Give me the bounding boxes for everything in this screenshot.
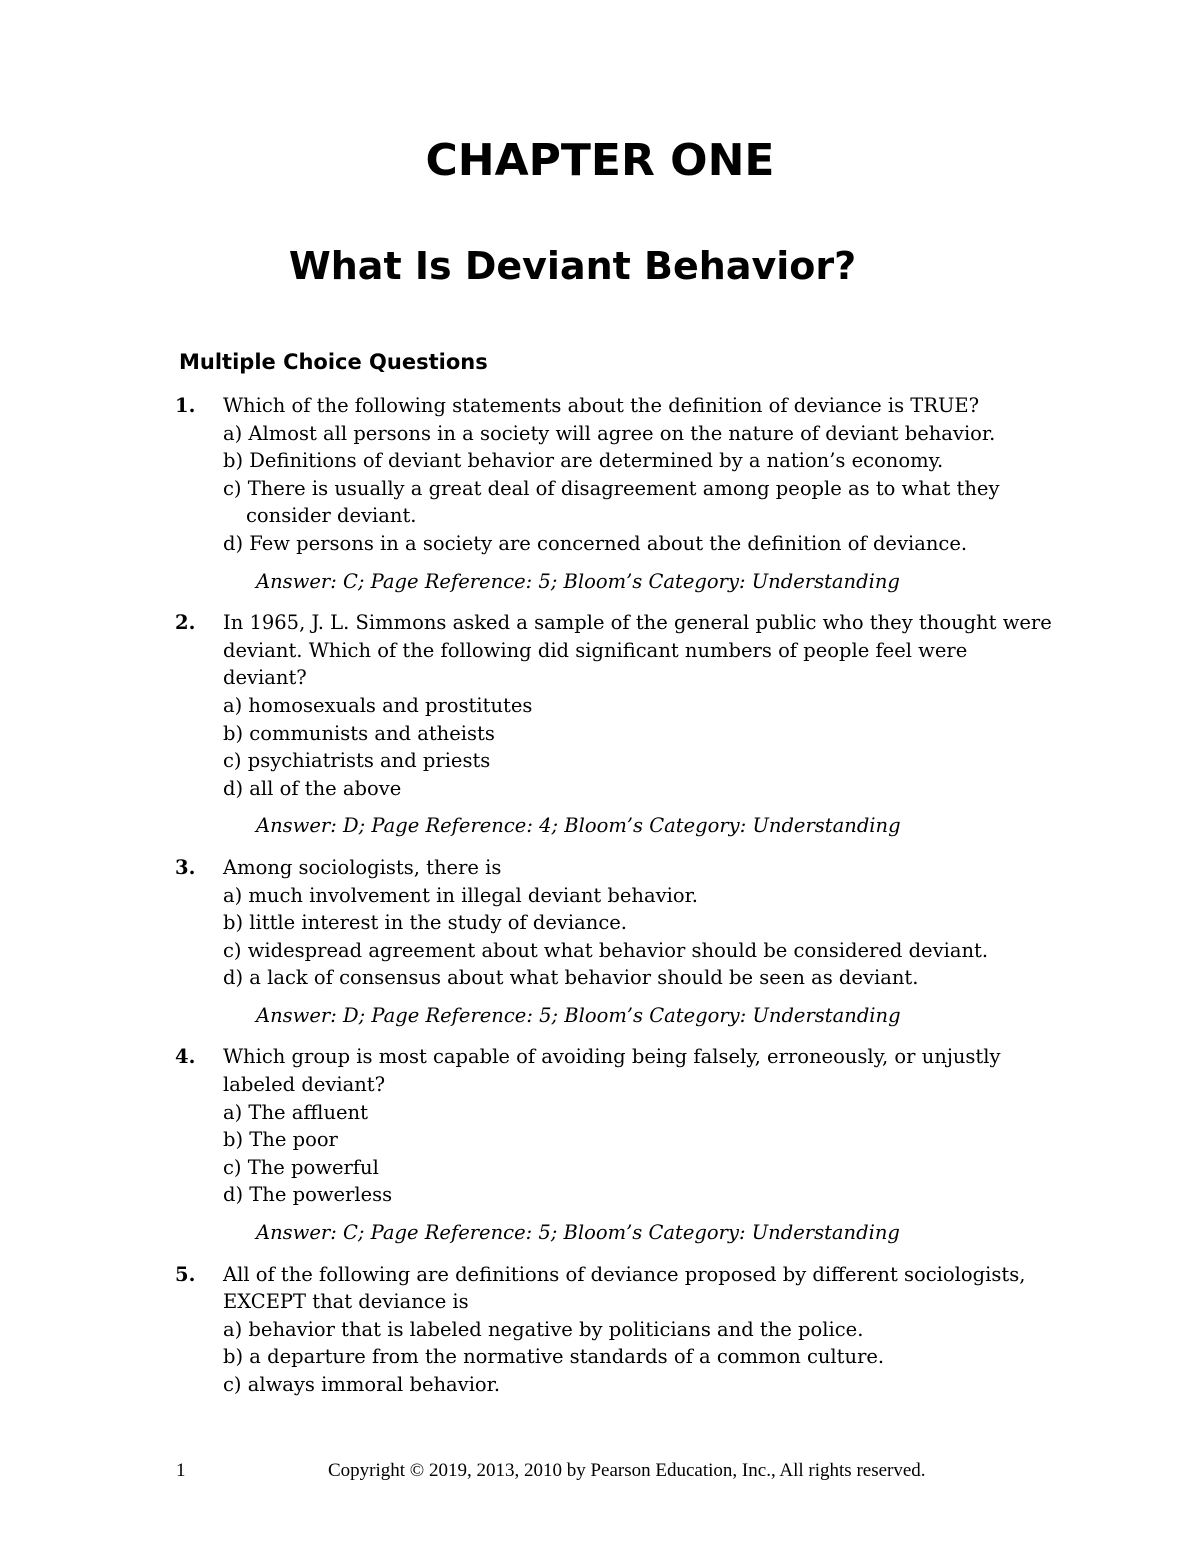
answer-option-text: c) widespread agreement about what behavior should be considered deviant.: [223, 938, 989, 962]
answer-option-text: c) psychiatrists and priests: [223, 749, 491, 773]
answer-option-text: a) much involvement in illegal deviant behavior.: [223, 883, 698, 907]
answer-option: [223, 1099, 1055, 1127]
question-number: 5.: [175, 1262, 196, 1286]
answer-option: [223, 775, 1055, 803]
question-item: [175, 854, 1055, 1030]
copyright-notice: Copyright © 2019, 2013, 2010 by Pearson Education, Inc., All rights reserved.: [328, 1460, 926, 1481]
answer-option: [223, 1181, 1055, 1209]
question-number: 4.: [175, 1045, 196, 1069]
question-list: [175, 392, 1055, 1413]
answer-option-text: b) The poor: [223, 1128, 338, 1152]
answer-option-text: b) communists and atheists: [223, 721, 495, 745]
answer-option-text: c) The powerful: [223, 1155, 379, 1179]
answer-option: [223, 530, 1055, 558]
answer-option: [223, 964, 1055, 992]
question-number: 1.: [175, 394, 196, 417]
answer-option-continuation: consider deviant.: [246, 504, 417, 528]
question-stem: In 1965, J. L. Simmons asked a sample of the general public who they thought were deviant. Which of the following did significant numbers of people feel were deviant?: [223, 611, 1052, 690]
answer-option-text: d) a lack of consensus about what behavior should be seen as deviant.: [223, 966, 919, 990]
answer-key: Answer: C; Page Reference: 5; Bloom’s Category: Understanding: [256, 1221, 900, 1245]
answer-option: [223, 447, 1055, 475]
answer-option: [223, 475, 1055, 530]
question-item: [175, 392, 1055, 595]
question-stem: Which group is most capable of avoiding being falsely, erroneously, or unjustly labeled deviant?: [223, 1045, 1001, 1097]
answer-option: [223, 937, 1055, 965]
answer-option-text: a) The affluent: [223, 1100, 368, 1124]
answer-option-text: b) a departure from the normative standards of a common culture.: [223, 1345, 885, 1369]
answer-option: [223, 692, 1055, 720]
answer-option: [223, 1343, 1055, 1371]
question-item: [175, 1043, 1055, 1246]
question-stem: Among sociologists, there is: [223, 855, 502, 879]
answer-option: [223, 420, 1055, 448]
question-item: [175, 1261, 1055, 1399]
answer-option: [223, 1371, 1055, 1399]
chapter-subtitle: What Is Deviant Behavior?: [288, 244, 857, 288]
answer-option: [223, 882, 1055, 910]
question-number: 3.: [175, 855, 196, 879]
question-number: 2.: [175, 611, 196, 635]
answer-option-text: c) always immoral behavior.: [223, 1373, 501, 1396]
answer-option-text: b) Definitions of deviant behavior are determined by a nation’s economy.: [223, 449, 944, 473]
page-number: 1: [176, 1460, 186, 1481]
question-stem: Which of the following statements about the definition of deviance is TRUE?: [223, 394, 980, 417]
answer-key: Answer: D; Page Reference: 5; Bloom’s Category: Understanding: [256, 1003, 901, 1027]
answer-option-text: a) Almost all persons in a society will agree on the nature of deviant behavior.: [223, 421, 996, 445]
answer-option: [223, 747, 1055, 775]
answer-option-text: b) little interest in the study of deviance.: [223, 911, 627, 935]
answer-option: [223, 1126, 1055, 1154]
section-heading: Multiple Choice Questions: [179, 350, 488, 374]
chapter-title: CHAPTER ONE: [425, 135, 775, 186]
answer-key: Answer: D; Page Reference: 4; Bloom’s Category: Understanding: [256, 814, 901, 838]
answer-option-text: d) The powerless: [223, 1183, 393, 1207]
answer-option-text: d) all of the above: [223, 776, 402, 800]
answer-option: [223, 909, 1055, 937]
answer-option-text: c) There is usually a great deal of disagreement among people as to what they: [223, 476, 1000, 500]
answer-option-text: a) behavior that is labeled negative by politicians and the police.: [223, 1317, 864, 1341]
answer-option: [223, 1316, 1055, 1344]
answer-option: [223, 1154, 1055, 1182]
question-stem: All of the following are definitions of deviance proposed by different sociologists, EXCEPT that deviance is: [223, 1262, 1026, 1314]
answer-option: [223, 720, 1055, 748]
answer-option-text: a) homosexuals and prostitutes: [223, 693, 533, 717]
answer-key: Answer: C; Page Reference: 5; Bloom’s Category: Understanding: [256, 569, 900, 593]
question-item: [175, 609, 1055, 840]
answer-option-text: d) Few persons in a society are concerned about the definition of deviance.: [223, 531, 968, 555]
